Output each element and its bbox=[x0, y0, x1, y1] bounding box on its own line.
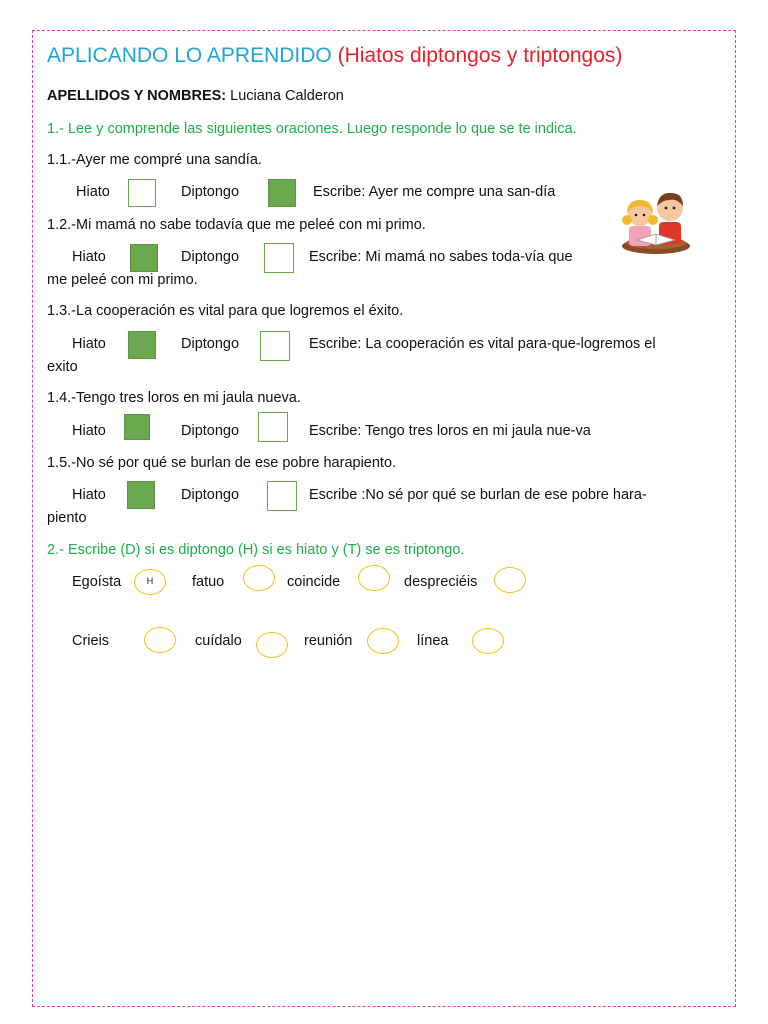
escribe-answer-continued: piento bbox=[47, 510, 87, 526]
title-sub: (Hiatos diptongos y triptongos) bbox=[337, 44, 623, 67]
diptongo-label: Diptongo bbox=[181, 336, 240, 352]
item-sentence: 1.4.-Tengo tres loros en mi jaula nueva. bbox=[47, 390, 301, 406]
worksheet-title bbox=[47, 44, 622, 68]
escribe-answer: Escribe: Tengo tres loros en mi jaula nue-va bbox=[309, 423, 591, 439]
answer-circle[interactable] bbox=[256, 632, 288, 658]
answer-circle[interactable] bbox=[144, 627, 176, 653]
answer-circle[interactable] bbox=[358, 565, 390, 591]
answer-circle[interactable] bbox=[472, 628, 504, 654]
word-label: cuídalo bbox=[195, 633, 242, 649]
escribe-answer-continued: exito bbox=[47, 359, 78, 375]
section1-instruction: 1.- Lee y comprende las siguientes oraciones. Luego responde lo que se te indica. bbox=[47, 121, 577, 137]
answer-circle[interactable] bbox=[367, 628, 399, 654]
answer-circle[interactable]: H bbox=[134, 569, 166, 595]
hiato-label: Hiato bbox=[72, 336, 106, 352]
word-label: coincide bbox=[287, 574, 341, 590]
diptongo-label: Diptongo bbox=[181, 487, 240, 503]
diptongo-checkbox[interactable] bbox=[264, 243, 294, 273]
hiato-label: Hiato bbox=[72, 487, 106, 503]
escribe-answer: Escribe: La cooperación es vital para-que-logremos el bbox=[309, 336, 656, 352]
children-reading-book-icon bbox=[617, 184, 695, 258]
diptongo-label: Diptongo bbox=[181, 423, 240, 439]
diptongo-label: Diptongo bbox=[181, 249, 240, 265]
escribe-answer: Escribe: Ayer me compre una san-día bbox=[313, 184, 556, 200]
answer-circle[interactable] bbox=[243, 565, 275, 591]
hiato-checkbox[interactable] bbox=[128, 331, 156, 359]
hiato-label: Hiato bbox=[72, 249, 106, 265]
word-label: Crieis bbox=[72, 633, 110, 649]
diptongo-label: Diptongo bbox=[181, 184, 240, 200]
page-border bbox=[32, 30, 736, 1007]
student-name: Luciana Calderon bbox=[230, 88, 344, 104]
hiato-checkbox[interactable] bbox=[124, 414, 150, 440]
hiato-checkbox[interactable] bbox=[128, 179, 156, 207]
title-main: APLICANDO LO APRENDIDO bbox=[47, 44, 332, 67]
student-name-line bbox=[47, 88, 344, 104]
word-label: reunión bbox=[304, 633, 353, 649]
diptongo-checkbox[interactable] bbox=[258, 412, 288, 442]
answer-circle[interactable] bbox=[494, 567, 526, 593]
student-label: APELLIDOS Y NOMBRES: bbox=[47, 88, 227, 104]
escribe-answer: Escribe :No sé por qué se burlan de ese pobre hara- bbox=[309, 487, 647, 503]
item-sentence: 1.3.-La cooperación es vital para que logremos el éxito. bbox=[47, 303, 404, 319]
escribe-answer: Escribe: Mi mamá no sabes toda-vía que bbox=[309, 249, 573, 265]
hiato-label: Hiato bbox=[76, 184, 110, 200]
section2-instruction: 2.- Escribe (D) si es diptongo (H) si es hiato y (T) se es triptongo. bbox=[47, 542, 465, 558]
diptongo-checkbox[interactable] bbox=[260, 331, 290, 361]
word-label: despreciéis bbox=[404, 574, 478, 590]
word-label: Egoísta bbox=[72, 574, 122, 590]
hiato-label: Hiato bbox=[72, 423, 106, 439]
hiato-checkbox[interactable] bbox=[127, 481, 155, 509]
escribe-answer-continued: me peleé con mi primo. bbox=[47, 272, 198, 288]
item-sentence: 1.1.-Ayer me compré una sandía. bbox=[47, 152, 262, 168]
diptongo-checkbox[interactable] bbox=[268, 179, 296, 207]
word-label: línea bbox=[417, 633, 449, 649]
item-sentence: 1.2.-Mi mamá no sabe todavía que me peleé con mi primo. bbox=[47, 217, 426, 233]
word-label: fatuo bbox=[192, 574, 225, 590]
hiato-checkbox[interactable] bbox=[130, 244, 158, 272]
item-sentence: 1.5.-No sé por qué se burlan de ese pobre harapiento. bbox=[47, 455, 397, 471]
diptongo-checkbox[interactable] bbox=[267, 481, 297, 511]
